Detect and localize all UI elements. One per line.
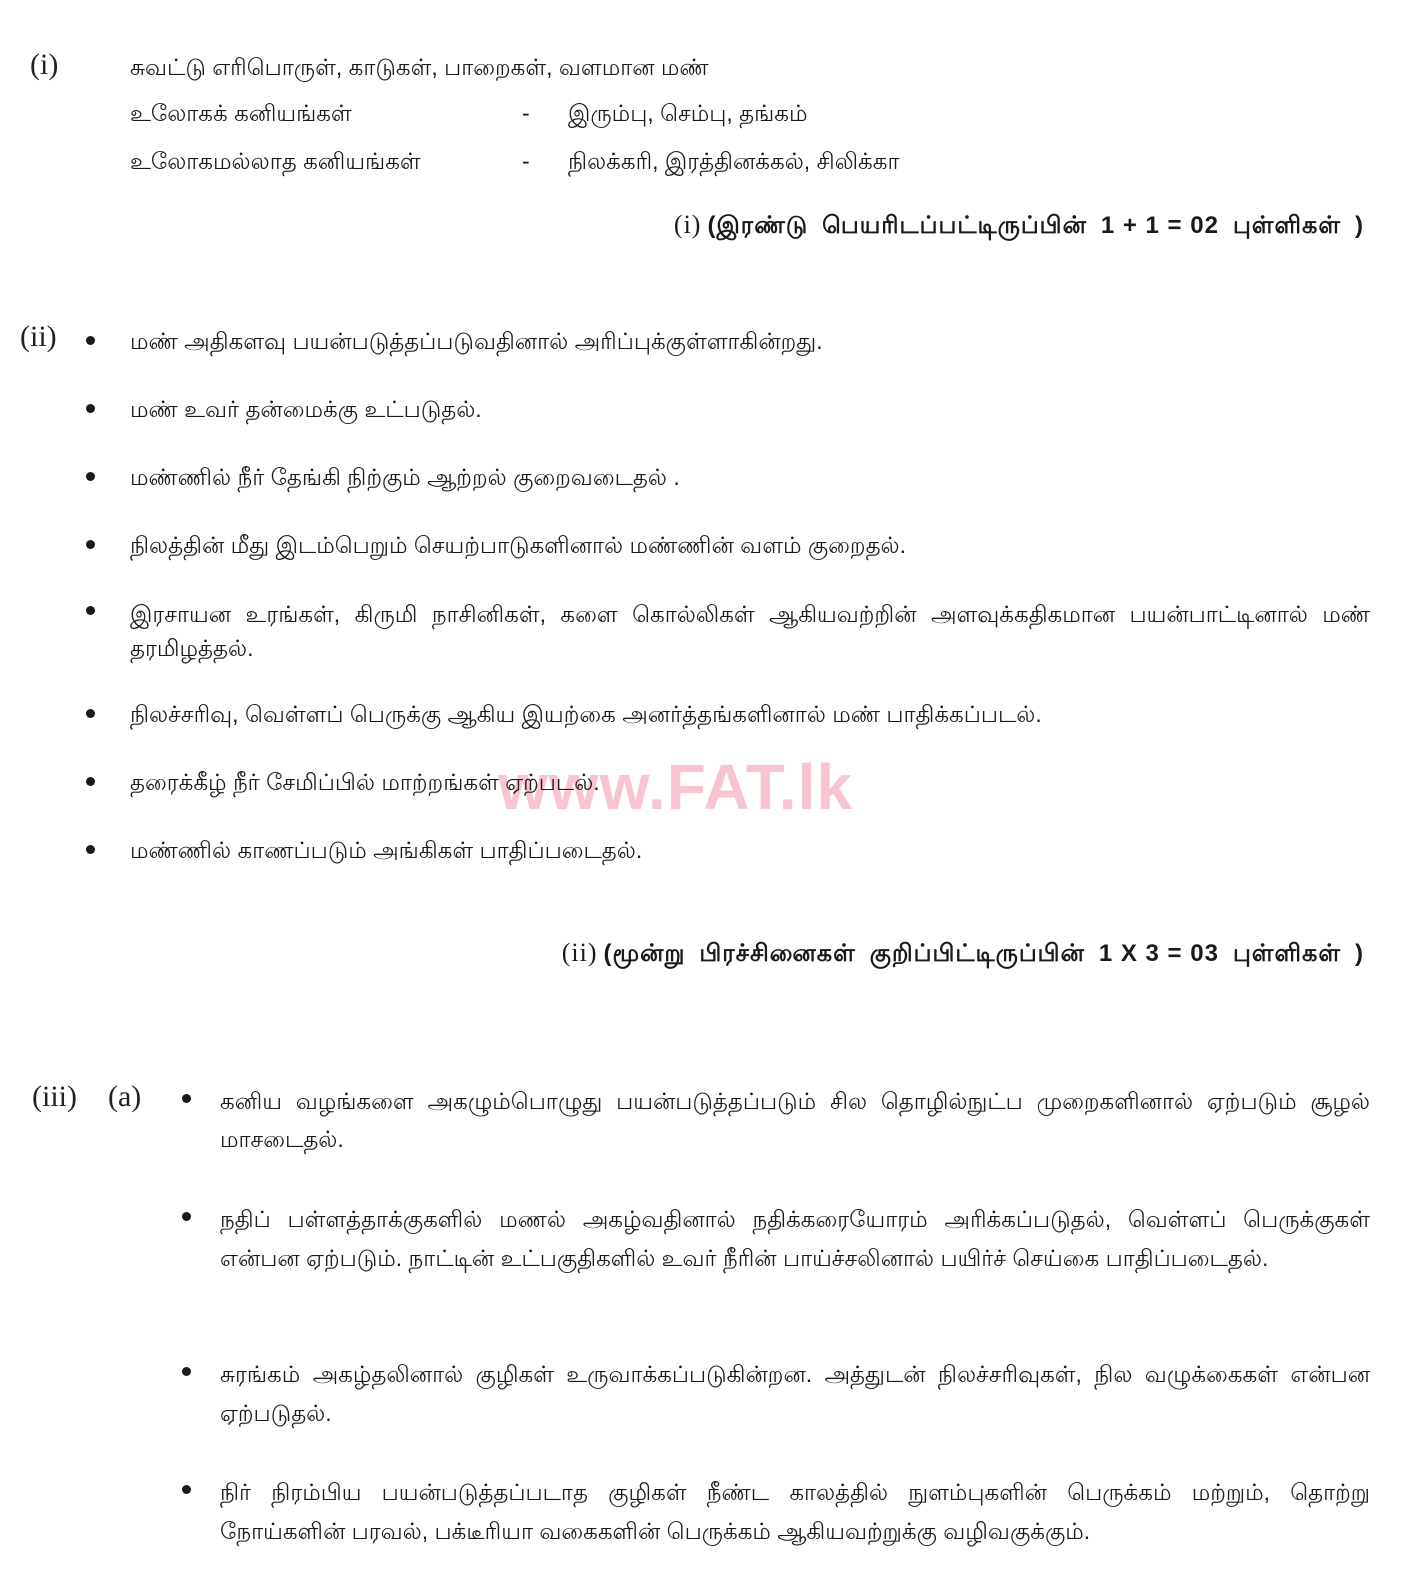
list-item: நதிப் பள்ளத்தாக்குகளில் மணல் அகழ்வதினால் நதிக்கரையோரம் அரிக்கப்படுதல், வெள்ளப் பெருக்குகள் என்பன ஏற்படும். நாட்டின் உட்பகுதிகளில் உவர் நீரின் பாய்ச்சலினால் பயிர்ச் செய்கை பாதிப்படைதல். xyxy=(220,1206,1370,1271)
list-item: நிர் நிரம்பிய பயன்படுத்தப்படாத குழிகள் நீண்ட காலத்தில் நுளம்புகளின் பெருக்கம் மற்றும், தொற்று நோய்களின் பரவல், பக்டீரியா வகைகளின் பெருக்கம் ஆகியவற்றுக்கு வழிவகுக்கும். xyxy=(220,1479,1370,1544)
non-metal-minerals-term: உலோகமல்லாத கனியங்கள் xyxy=(130,148,421,174)
list-item: தரைக்கீழ் நீர் சேமிப்பில் மாற்றங்கள் ஏற்படல். xyxy=(130,769,600,795)
marks-word: இரண்டு xyxy=(716,212,809,239)
list-item: மண்ணில் நீர் தேங்கி நிற்கும் ஆற்றல் குறைவடைதல் . xyxy=(130,464,680,490)
metal-minerals-term: உலோகக் கனியங்கள் xyxy=(130,100,352,126)
list-item: நிலத்தின் மீது இடம்பெறும் செயற்பாடுகளினால் மண்ணின் வளம் குறைதல். xyxy=(130,532,907,558)
marks-word: குறிப்பிட்டிருப்பின் xyxy=(869,940,1085,967)
list-item: சுரங்கம் அகழ்தலினால் குழிகள் உருவாக்கப்படுகின்றன. அத்துடன் நிலச்சரிவுகள், நில வழுக்கைகள் என்பன ஏற்படுதல். xyxy=(220,1361,1370,1426)
section-iii-label: (iii) xyxy=(32,1080,77,1113)
bullet-icon xyxy=(182,1367,191,1376)
watermark: www.FAT.lk xyxy=(498,751,853,823)
bullet-icon xyxy=(86,606,95,615)
close-paren: ) xyxy=(1355,212,1364,239)
open-paren: ( xyxy=(603,940,613,967)
subsection-a-label: (a) xyxy=(108,1080,142,1113)
marks-formula: 1 X 3 = 03 xyxy=(1098,940,1219,967)
close-paren: ) xyxy=(1355,940,1364,967)
dash: - xyxy=(522,100,530,126)
marks-label: (i) xyxy=(673,210,702,239)
marks-scheme-i xyxy=(674,210,1364,242)
list-item: இரசாயன உரங்கள், கிருமி நாசினிகள், களை கொல்லிகள் ஆகியவற்றின் அளவுக்கதிகமான பயன்பாட்டினால் மண் தரமிழத்தல். xyxy=(130,601,1370,661)
section-i-label: (i) xyxy=(30,48,59,81)
section-ii-label: (ii) xyxy=(20,320,57,353)
bullet-icon xyxy=(86,845,95,854)
bullet-icon xyxy=(182,1212,191,1221)
marks-word: பிரச்சினைகள் xyxy=(699,940,856,967)
metal-minerals-examples: இரும்பு, செம்பு, தங்கம் xyxy=(568,100,808,126)
marks-word: மூன்று xyxy=(612,940,686,967)
bullet-icon xyxy=(182,1485,191,1494)
open-paren: ( xyxy=(707,212,717,239)
list-item: கனிய வழங்களை அகழும்பொழுது பயன்படுத்தப்படும் சில தொழில்நுட்ப முறைகளினால் ஏற்படும் சூழல் மாசடைதல். xyxy=(220,1088,1370,1152)
marks-word: பெயரிடப்பட்டிருப்பின் xyxy=(822,212,1087,239)
bullet-icon xyxy=(86,777,95,786)
marks-scheme-ii xyxy=(562,938,1364,970)
bullet-icon xyxy=(86,709,95,718)
list-item: நிலச்சரிவு, வெள்ளப் பெருக்கு ஆகிய இயற்கை அனர்த்தங்களினால் மண் பாதிக்கப்படல். xyxy=(130,701,1042,727)
marks-unit: புள்ளிகள் xyxy=(1232,940,1341,967)
marks-formula: 1 + 1 = 02 xyxy=(1100,212,1219,239)
bullet-icon xyxy=(182,1094,191,1103)
bullet-icon xyxy=(86,336,95,345)
bullet-icon xyxy=(86,540,95,549)
bullet-icon xyxy=(86,472,95,481)
non-metal-minerals-examples: நிலக்கரி, இரத்தினக்கல், சிலிக்கா xyxy=(568,148,900,174)
marks-label: (ii) xyxy=(561,938,598,967)
list-item: மண் அதிகளவு பயன்படுத்தப்படுவதினால் அரிப்புக்குள்ளாகின்றது. xyxy=(130,328,823,354)
dash: - xyxy=(522,148,530,174)
marks-unit: புள்ளிகள் xyxy=(1232,212,1341,239)
list-item: மண்ணில் காணப்படும் அங்கிகள் பாதிப்படைதல். xyxy=(130,837,643,863)
list-item: மண் உவர் தன்மைக்கு உட்படுதல். xyxy=(130,396,482,422)
resource-list-line: சுவட்டு எரிபொருள், காடுகள், பாறைகள், வளமான மண் xyxy=(130,54,709,80)
bullet-icon xyxy=(86,404,95,413)
